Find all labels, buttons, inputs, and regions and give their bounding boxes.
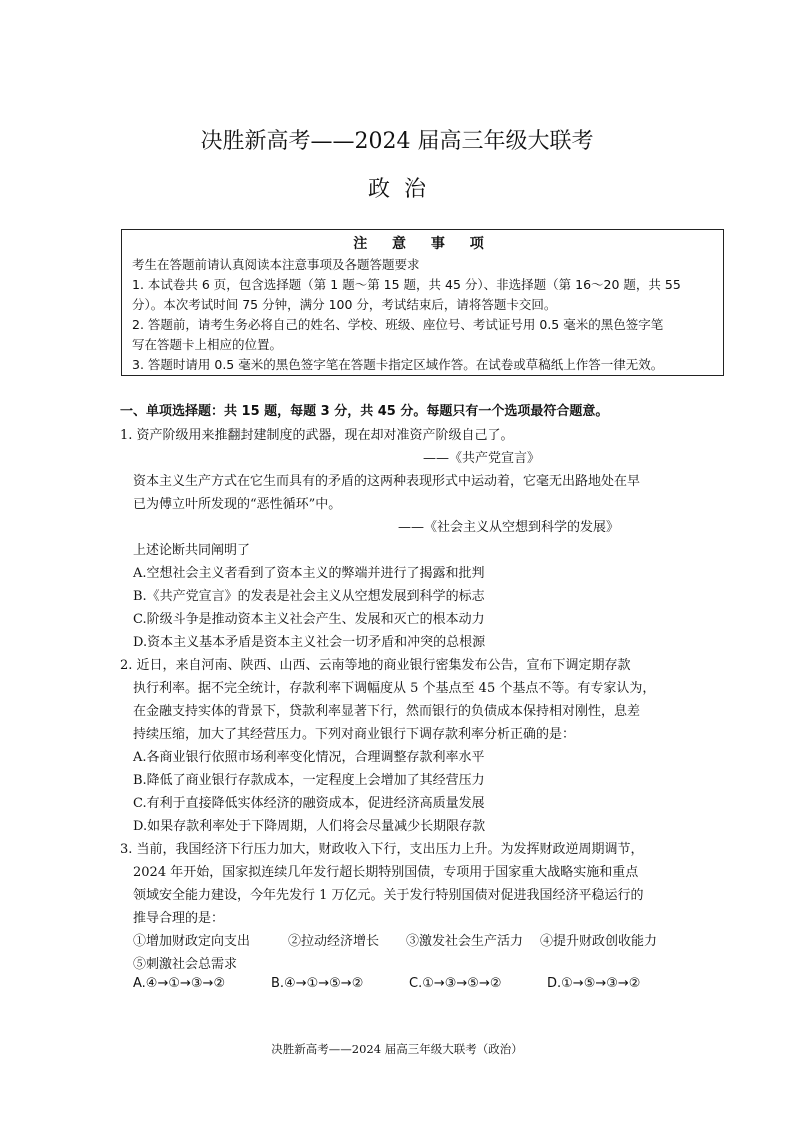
q3-stem-line: 领域安全能力建设，今年先发行 1 万亿元。关于发行特别国债对促进我国经济平稳运行的: [133, 888, 644, 903]
q3-item-1: ①增加财政定向支出: [133, 934, 251, 949]
q2-option-a: A.各商业银行依照市场利率变化情况，合理调整存款利率水平: [133, 750, 485, 765]
q3-item-5: ⑤刺激社会总需求: [133, 957, 238, 972]
q1-prompt: 上述论断共同阐明了: [133, 543, 251, 558]
q1-source-1: ——《共产党宣言》: [423, 451, 541, 466]
exam-title: 决胜新高考——2024 届高三年级大联考: [200, 129, 594, 154]
q3-item-2: ②拉动经济增长: [288, 934, 380, 949]
notice-line: 分）。本次考试时间 75 分钟，满分 100 分，考试结束后，请将答题卡交回。: [132, 297, 557, 312]
q3-stem-line: 2024 年开始，国家拟连续几年发行超长期特别国债，专项用于国家重大战略实施和重点: [133, 865, 639, 880]
notice-line: 2. 答题前，请考生务必将自己的姓名、学校、班级、座位号、考试证号用 0.5 毫米的黑色签字笔: [132, 317, 664, 332]
q2-stem-line: 在金融支持实体的背景下，贷款利率显著下行，然而银行的负债成本保持相对刚性，息差: [133, 704, 641, 719]
notice-line: 考生在答题前请认真阅读本注意事项及各题答题要求: [132, 257, 420, 272]
q3-stem-line: 3. 当前，我国经济下行压力加大，财政收入下行，支出压力上升。为发挥财政逆周期调节，: [120, 842, 644, 857]
notice-heading: 注 意 事 项: [353, 236, 494, 252]
notice-line: 1. 本试卷共 6 页，包含选择题（第 1 题～第 15 题，共 45 分）、非选择题（第 16～20 题，共 55: [132, 277, 681, 292]
q2-option-c: C.有利于直接降低实体经济的融资成本，促进经济高质量发展: [133, 796, 485, 811]
q1-option-d: D.资本主义基本矛盾是资本主义社会一切矛盾和冲突的总根源: [133, 635, 486, 650]
q2-stem-line: 持续压缩，加大了其经营压力。下列对商业银行下调存款利率分析正确的是：: [133, 727, 576, 742]
q1-option-b: B.《共产党宣言》的发表是社会主义从空想发展到科学的标志: [133, 589, 485, 604]
q1-option-c: C.阶级斗争是推动资本主义社会产生、发展和灭亡的根本动力: [133, 612, 485, 627]
notice-line: 3. 答题时请用 0.5 毫米的黑色签字笔在答题卡指定区域作答。在试卷或草稿纸上作答一律无效。: [132, 357, 664, 372]
q3-item-3: ③激发社会生产活力: [406, 934, 524, 949]
q1-source-2: ——《社会主义从空想到科学的发展》: [398, 520, 620, 535]
q1-quote-line: 已为傅立叶所发现的“恶性循环”中。: [133, 497, 342, 512]
q2-stem-line: 执行利率。据不完全统计，存款利率下调幅度从 5 个基点至 45 个基点不等。有专家认为，: [133, 681, 656, 696]
page-footer: 决胜新高考——2024 届高三年级大联考（政治）: [271, 1042, 523, 1056]
q2-option-d: D.如果存款利率处于下降周期，人们将会尽量减少长期限存款: [133, 819, 486, 834]
q2-stem-line: 2. 近日，来自河南、陕西、山西、云南等地的商业银行密集发布公告，宣布下调定期存款: [120, 658, 631, 673]
q1-option-a: A.空想社会主义者看到了资本主义的弊端并进行了揭露和批判: [133, 566, 485, 581]
q3-option-a: A.④→①→③→②: [133, 976, 226, 991]
q3-stem-line: 推导合理的是：: [133, 911, 225, 926]
subject-title: 政治: [367, 177, 440, 202]
notice-line: 写在答题卡上相应的位置。: [132, 337, 283, 352]
q1-stem: 1. 资产阶级用来推翻封建制度的武器，现在却对准资产阶级自己了。: [120, 428, 514, 443]
q2-option-b: B.降低了商业银行存款成本，一定程度上会增加了其经营压力: [133, 773, 485, 788]
q3-option-d: D.①→⑤→③→②: [547, 976, 641, 991]
q3-option-b: B.④→①→⑤→②: [271, 976, 364, 991]
q3-option-c: C.①→③→⑤→②: [409, 976, 502, 991]
q1-quote-line: 资本主义生产方式在它生而具有的矛盾的这两种表现形式中运动着，它毫无出路地处在早: [133, 474, 641, 489]
q3-item-4: ④提升财政创收能力: [540, 934, 658, 949]
section-heading: 一、单项选择题：共 15 题，每题 3 分，共 45 分。每题只有一个选项最符合题意。: [120, 404, 609, 419]
notice-box: [121, 229, 724, 376]
